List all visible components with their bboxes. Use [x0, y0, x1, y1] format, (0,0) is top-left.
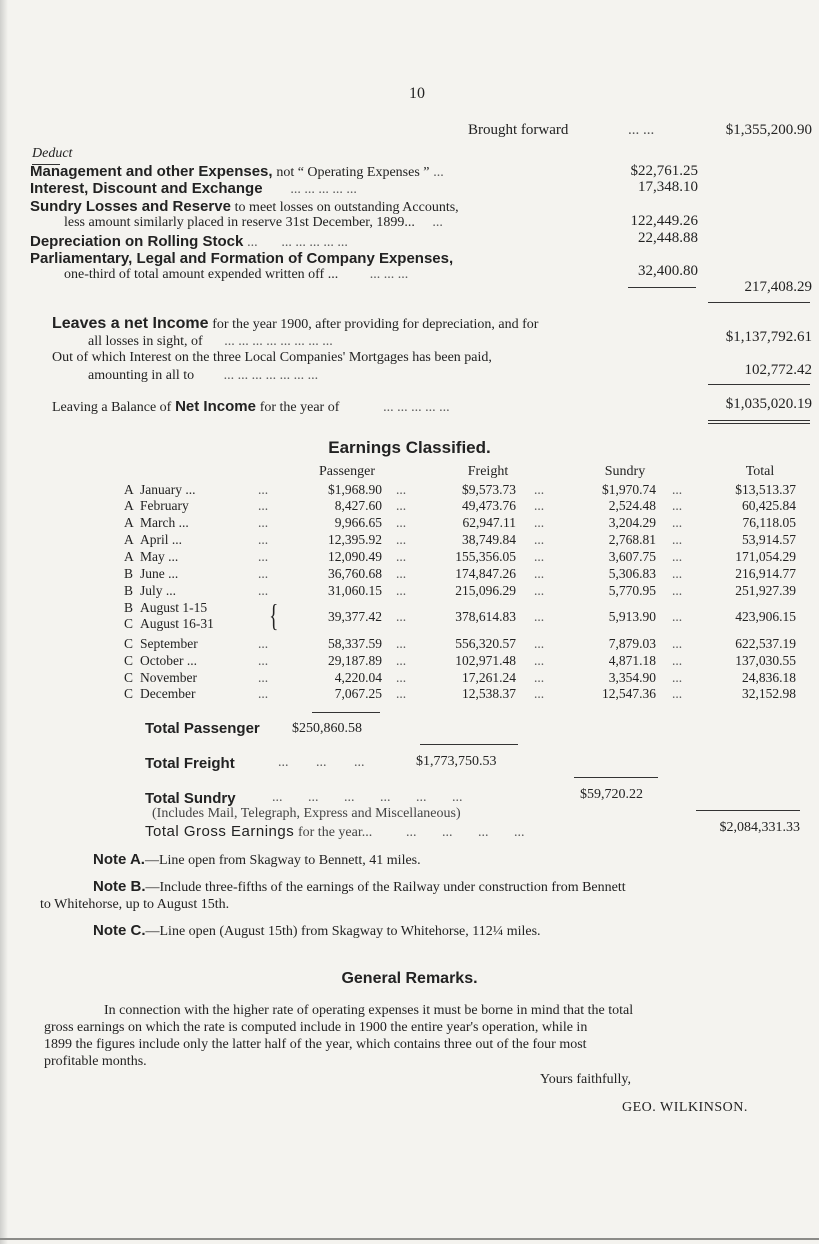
note-a	[93, 851, 421, 869]
earnings-heading: Earnings Classified.	[328, 438, 491, 457]
page-number: 10	[409, 85, 425, 102]
row-dots: ...	[258, 515, 269, 530]
note-b-label: Note B.	[93, 878, 146, 895]
row-note: C	[124, 686, 134, 701]
row-leaders: ...	[672, 532, 683, 547]
row-dots: ...	[258, 566, 269, 581]
row-note: A	[124, 498, 134, 513]
remarks-line-2: gross earnings on which the rate is computed include in 1900 the entire year's operation, while in	[44, 1020, 588, 1035]
row-leaders: ...	[396, 498, 407, 513]
total-freight-amount: $1,773,750.53	[416, 754, 497, 769]
row-note: A	[124, 482, 134, 497]
balance-rule-2	[708, 423, 810, 424]
interest-line1: Out of which Interest on the three Local Companies' Mortgages has been paid,	[52, 350, 492, 365]
deduction-title: Parliamentary, Legal and Formation of Company Expenses,	[30, 250, 454, 267]
row-month: February	[140, 498, 189, 513]
row-passenger: 58,337.59	[328, 636, 382, 651]
deductions-rule	[628, 287, 696, 288]
row-leaders: ...	[396, 670, 407, 685]
row-passenger: 4,220.04	[334, 670, 382, 685]
row-leaders: ...	[672, 636, 683, 651]
row-freight: 556,320.57	[455, 636, 516, 651]
total-passenger-label: Total Passenger	[145, 720, 260, 737]
note-c-label: Note C.	[93, 922, 146, 939]
row-passenger: 12,395.92	[328, 532, 382, 547]
total-gross-label: Total Gross Earnings	[145, 823, 295, 840]
row-leaders: ...	[534, 609, 545, 624]
row-passenger: 36,760.68	[328, 566, 382, 581]
page-bottom-edge	[0, 1238, 819, 1240]
row-note: A	[124, 515, 134, 530]
row-sundry: 12,547.36	[602, 686, 656, 701]
row-leaders: ...	[672, 549, 683, 564]
row-note-2: C	[124, 616, 134, 631]
column-header-passenger: Passenger	[319, 464, 375, 479]
row-freight: $9,573.73	[462, 482, 516, 497]
page-gutter-shadow	[0, 0, 8, 1244]
row-sundry: 3,204.29	[608, 515, 656, 530]
row-sundry: 5,913.90	[608, 609, 656, 624]
row-leaders: ...	[672, 653, 683, 668]
row-month: January ...	[140, 482, 196, 497]
row-passenger: 29,187.89	[328, 653, 382, 668]
row-leaders: ...	[534, 498, 545, 513]
row-leaders: ...	[672, 482, 683, 497]
deduction-parliamentary-line2	[64, 267, 408, 283]
row-leaders: ...	[672, 686, 683, 701]
row-sundry: 5,770.95	[608, 583, 656, 598]
row-leaders: ...	[672, 566, 683, 581]
total-gross-leaders: ... ... ... ...	[405, 825, 525, 840]
deduction-title: Interest, Discount and Exchange	[30, 180, 263, 197]
row-leaders: ...	[396, 482, 407, 497]
row-sundry: 7,879.03	[608, 636, 656, 651]
deduction-leaders: ... ... ... ... ...	[281, 235, 348, 250]
net-income-description-2: all losses in sight, of	[88, 334, 203, 349]
row-total: 251,927.39	[735, 583, 796, 598]
signature: GEO. WILKINSON.	[622, 1100, 748, 1115]
total-sundry-note: (Includes Mail, Telegraph, Express and Miscellaneous)	[152, 806, 461, 821]
row-total: 32,152.98	[742, 686, 796, 701]
total-sundry-amount: $59,720.22	[580, 787, 643, 802]
interest-description: amounting in all to	[88, 368, 195, 383]
deduction-depreciation	[30, 233, 348, 251]
row-dots: ...	[258, 482, 269, 497]
row-passenger: 9,966.65	[334, 515, 382, 530]
column-header-total: Total	[745, 464, 775, 479]
balance-amount: $1,035,020.19	[725, 396, 812, 412]
row-total: $13,513.37	[735, 482, 796, 497]
brought-forward-label: Brought forward	[468, 122, 569, 138]
balance-suffix: for the year of	[259, 400, 340, 415]
deduction-title: Management and other Expenses,	[30, 163, 273, 180]
note-a-label: Note A.	[93, 851, 145, 868]
deduction-management	[30, 163, 444, 181]
row-passenger: 39,377.42	[328, 609, 382, 624]
row-total: 622,537.19	[735, 636, 796, 651]
remarks-line-3: 1899 the figures include only the latter half of the year, which contains three out of the four most	[44, 1037, 587, 1052]
row-leaders: ...	[672, 583, 683, 598]
row-total: 216,914.77	[735, 566, 796, 581]
deduct-label: Deduct	[32, 146, 73, 161]
row-note: B	[124, 600, 134, 615]
row-leaders: ...	[396, 532, 407, 547]
row-leaders: ...	[672, 609, 683, 624]
row-leaders: ...	[396, 653, 407, 668]
row-leaders: ...	[534, 583, 545, 598]
note-b	[93, 878, 626, 896]
row-freight: 102,971.48	[455, 653, 516, 668]
total-gross-amount: $2,084,331.33	[719, 820, 800, 835]
row-leaders: ...	[534, 686, 545, 701]
row-dots: ...	[258, 686, 269, 701]
balance-leaders: ... ... ... ... ...	[383, 400, 450, 415]
note-b-line2: to Whitehorse, up to August 15th.	[40, 897, 230, 912]
row-total: 76,118.05	[742, 515, 796, 530]
net-income-line2	[88, 334, 333, 350]
total-freight-label: Total Freight	[145, 755, 235, 772]
row-note: C	[124, 636, 134, 651]
note-b-text: —Include three-fifths of the earnings of the Railway under construction from Bennett	[145, 880, 626, 895]
row-total: 60,425.84	[742, 498, 796, 513]
net-income-leaders: ... ... ... ... ... ... ... ...	[224, 334, 333, 349]
deduction-description: less amount similarly placed in reserve 31st December, 1899...	[64, 215, 415, 230]
row-month: September	[140, 636, 198, 651]
row-leaders: ...	[396, 636, 407, 651]
row-leaders: ...	[396, 566, 407, 581]
row-note: B	[124, 583, 134, 598]
column-header-sundry: Sundry	[604, 464, 646, 479]
row-freight: 174,847.26	[455, 566, 516, 581]
row-sundry: 4,871.18	[608, 653, 656, 668]
row-freight: 62,947.11	[462, 515, 516, 530]
deduction-amount: 22,448.88	[638, 230, 698, 246]
deduction-description: not “ Operating Expenses ”	[276, 165, 430, 180]
row-dots: ...	[258, 549, 269, 564]
deduction-interest	[30, 180, 357, 198]
row-leaders: ...	[534, 515, 545, 530]
row-note: C	[124, 653, 134, 668]
row-leaders: ...	[672, 670, 683, 685]
deduction-sundry-losses-line2	[64, 215, 443, 231]
row-note: A	[124, 532, 134, 547]
august-brace: {	[269, 597, 279, 633]
row-month: August 1-15	[140, 600, 208, 615]
row-dots: ...	[258, 653, 269, 668]
row-freight: 17,261.24	[462, 670, 516, 685]
row-dots: ...	[258, 670, 269, 685]
row-passenger: 8,427.60	[334, 498, 382, 513]
remarks-line-1: In connection with the higher rate of operating expenses it must be borne in mind that the total	[104, 1003, 634, 1018]
row-sundry: $1,970.74	[602, 482, 656, 497]
balance-line	[52, 398, 450, 416]
row-passenger: 7,067.25	[334, 686, 382, 701]
row-sundry: 3,354.90	[608, 670, 656, 685]
row-note: C	[124, 670, 134, 685]
interest-amount: 102,772.42	[744, 362, 812, 378]
row-leaders: ...	[534, 549, 545, 564]
total-gross-description: for the year...	[297, 825, 373, 840]
row-leaders: ...	[396, 549, 407, 564]
row-freight: 12,538.37	[462, 686, 516, 701]
deduction-description: one-third of total amount expended written off ...	[64, 267, 339, 282]
row-dots: ...	[258, 636, 269, 651]
row-month: June ...	[140, 566, 179, 581]
row-month: April ...	[140, 532, 182, 547]
total-sundry-label: Total Sundry	[145, 790, 236, 807]
row-month: December	[140, 686, 196, 701]
row-month: July ...	[140, 583, 177, 598]
row-freight: 215,096.29	[455, 583, 516, 598]
deduction-leaders: ... ... ... ... ...	[290, 182, 357, 197]
row-leaders: ...	[534, 482, 545, 497]
row-sundry: 3,607.75	[608, 549, 656, 564]
brought-forward-leaders: ... ...	[628, 122, 655, 138]
row-passenger: 31,060.15	[328, 583, 382, 598]
row-note: B	[124, 566, 134, 581]
row-leaders: ...	[534, 653, 545, 668]
net-income-title: Leaves a net Income	[52, 315, 209, 332]
row-total: 53,914.57	[742, 532, 796, 547]
gross-total-rule	[696, 810, 800, 811]
row-leaders: ...	[396, 583, 407, 598]
row-freight: 378,614.83	[455, 609, 516, 624]
total-sundry-leaders: ... ... ... ... ... ...	[272, 790, 463, 805]
deduction-leaders: ...	[433, 165, 444, 180]
row-dots: ...	[258, 498, 269, 513]
brought-forward-amount: $1,355,200.90	[725, 122, 812, 138]
deduction-title: Sundry Losses and Reserve	[30, 198, 231, 215]
net-income-line	[52, 315, 538, 333]
total-passenger-amount: $250,860.58	[292, 721, 362, 736]
deduction-leaders: ...	[432, 215, 443, 230]
net-income-description: for the year 1900, after providing for depreciation, and for	[212, 317, 539, 332]
row-passenger: 12,090.49	[328, 549, 382, 564]
row-leaders: ...	[534, 532, 545, 547]
row-leaders: ...	[534, 670, 545, 685]
balance-rule-1	[708, 420, 810, 421]
balance-prefix: Leaving a Balance of	[52, 400, 172, 415]
row-dots: ...	[258, 583, 269, 598]
remarks-line-4: profitable months.	[44, 1054, 147, 1069]
deduction-leaders: ... ... ...	[369, 267, 409, 282]
net-income-amount: $1,137,792.61	[725, 329, 812, 345]
row-leaders: ...	[534, 636, 545, 651]
row-leaders: ...	[672, 515, 683, 530]
row-month: March ...	[140, 515, 189, 530]
deduction-description: ...	[247, 235, 258, 250]
row-month: November	[140, 670, 197, 685]
deductions-total: 217,408.29	[744, 279, 812, 295]
row-freight: 155,356.05	[455, 549, 516, 564]
row-leaders: ...	[396, 515, 407, 530]
deductions-total-rule	[708, 302, 810, 303]
row-passenger: $1,968.90	[328, 482, 382, 497]
row-freight: 38,749.84	[462, 532, 516, 547]
deduction-parliamentary	[30, 250, 453, 268]
balance-title: Net Income	[175, 398, 256, 415]
row-month-2: August 16-31	[140, 616, 214, 631]
row-note: A	[124, 549, 134, 564]
row-sundry: 2,768.81	[608, 532, 656, 547]
row-leaders: ...	[672, 498, 683, 513]
note-c	[93, 922, 541, 940]
interest-line2	[88, 368, 318, 384]
row-sundry: 2,524.48	[608, 498, 656, 513]
note-a-text: —Line open from Skagway to Bennett, 41 miles.	[144, 853, 421, 868]
interest-rule	[708, 384, 810, 385]
remarks-heading: General Remarks.	[341, 970, 478, 987]
interest-leaders: ... ... ... ... ... ... ...	[223, 368, 319, 383]
row-total: 24,836.18	[742, 670, 796, 685]
row-month: May ...	[140, 549, 179, 564]
row-total: 171,054.29	[735, 549, 796, 564]
freight-total-rule	[420, 744, 518, 745]
sundry-total-rule	[574, 777, 658, 778]
note-c-text: —Line open (August 15th) from Skagway to Whitehorse, 112¼ miles.	[145, 924, 541, 939]
deduction-amount: 122,449.26	[630, 213, 698, 229]
passenger-total-rule	[312, 712, 380, 713]
row-dots: ...	[258, 532, 269, 547]
column-header-freight: Freight	[467, 464, 509, 479]
deduction-title: Depreciation on Rolling Stock	[30, 233, 244, 250]
row-month: October ...	[140, 653, 197, 668]
row-leaders: ...	[396, 686, 407, 701]
deduction-amount: 32,400.80	[638, 263, 698, 279]
row-total: 423,906.15	[735, 609, 796, 624]
closing: Yours faithfully,	[540, 1072, 632, 1087]
deduction-sundry-losses	[30, 198, 459, 216]
total-gross-line	[145, 823, 524, 841]
total-freight-leaders: ... ... ...	[278, 755, 365, 770]
row-leaders: ...	[534, 566, 545, 581]
deduction-description: to meet losses on outstanding Accounts,	[234, 200, 459, 215]
row-leaders: ...	[396, 609, 407, 624]
row-freight: 49,473.76	[462, 498, 516, 513]
deduction-amount: $22,761.25	[630, 163, 698, 179]
row-sundry: 5,306.83	[608, 566, 656, 581]
row-total: 137,030.55	[735, 653, 796, 668]
deduction-amount: 17,348.10	[638, 179, 698, 195]
